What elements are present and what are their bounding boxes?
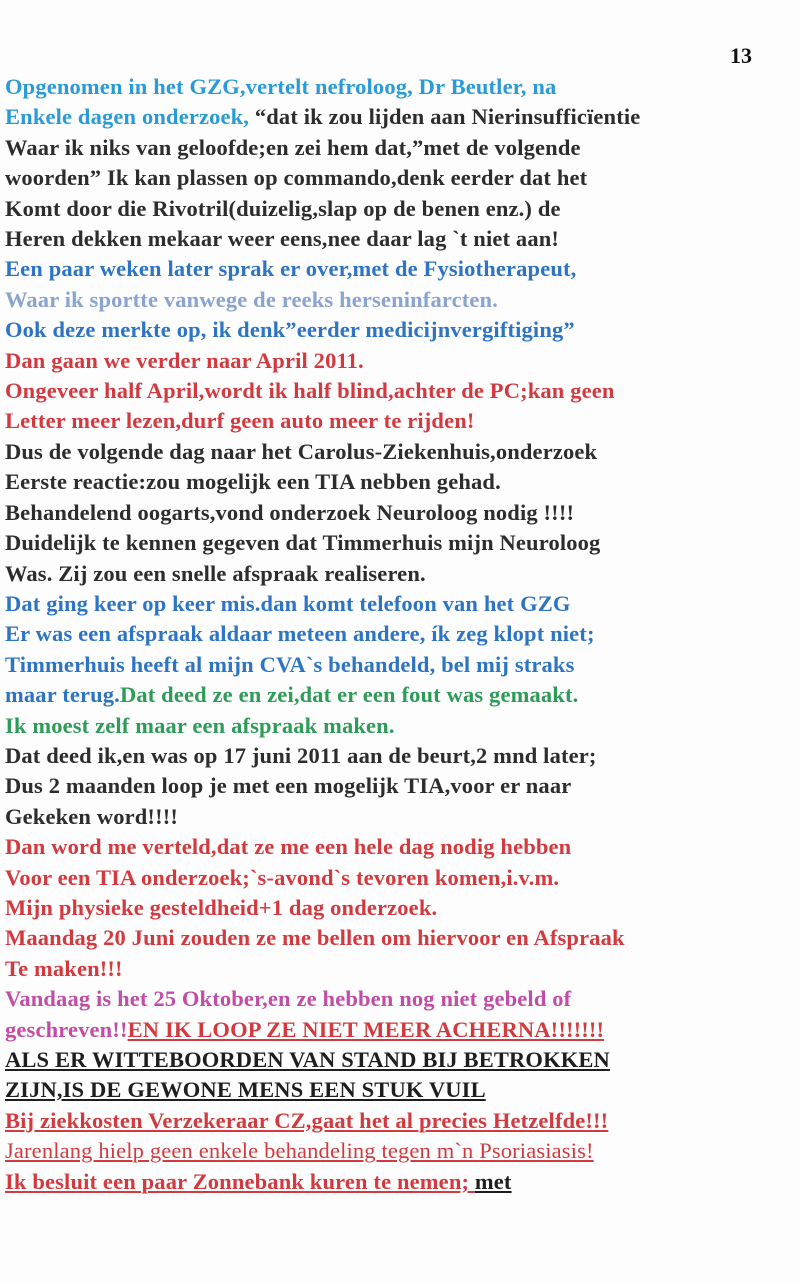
text-line: Waar ik niks van geloofde;en zei hem dat,”met de volgende (5, 134, 581, 160)
text-line: Mijn physieke gesteldheid+1 dag onderzoek. (5, 894, 438, 920)
text-line: Dat deed ik,en was op 17 juni 2011 aan de beurt,2 mnd later; (5, 742, 597, 768)
underlined-text-line: Bij ziekkosten Verzekeraar CZ,gaat het al precies Hetzelfde!!! (5, 1107, 609, 1133)
underlined-text-line: ALS ER WITTEBOORDEN VAN STAND BIJ BETROKKEN (5, 1047, 610, 1072)
text-line: Dan word me verteld,dat ze me een hele dag nodig hebben (5, 834, 572, 860)
text-segment: maar terug. (5, 682, 120, 708)
text-line: Letter meer lezen,durf geen auto meer te rijden! (5, 408, 475, 434)
text-segment: Enkele dagen onderzoek, (5, 104, 250, 130)
text-line: Voor een TIA onderzoek;`s-avond`s tevoren komen,i.v.m. (5, 864, 560, 890)
text-line: Een paar weken later sprak er over,met de Fysiotherapeut, (5, 256, 577, 282)
underlined-text-line: ZIJN,IS DE GEWONE MENS EEN STUK VUIL (5, 1077, 486, 1103)
text-line: Gekeken word!!!! (5, 803, 178, 829)
text-segment: “dat ik zou lijden aan Nierinsufficïentie (249, 104, 641, 130)
text-line: Dus de volgende dag naar het Carolus-Ziekenhuis,onderzoek (5, 438, 598, 464)
text-line: Maandag 20 Juni zouden ze me bellen om hiervoor en Afspraak (5, 925, 625, 951)
text-line: Heren dekken mekaar weer eens,nee daar lag `t niet aan! (5, 226, 560, 252)
underlined-text-segment: Ik besluit een paar Zonnebank kuren te nemen; (5, 1168, 475, 1194)
text-line: Dat ging keer op keer mis.dan komt telefoon van het GZG (5, 590, 571, 616)
text-line: Er was een afspraak aldaar meteen andere, ík zeg klopt niet; (5, 621, 595, 647)
text-line: Timmerhuis heeft al mijn CVA`s behandeld, bel mij straks (5, 651, 575, 677)
text-line: Ongeveer half April,wordt ik half blind,achter de PC;kan geen (5, 378, 615, 404)
text-line: Vandaag is het 25 Oktober,en ze hebben nog niet gebeld of (5, 986, 572, 1012)
text-line (5, 102, 795, 132)
underlined-text-segment: met (474, 1168, 512, 1194)
text-line: Behandelend oogarts,vond onderzoek Neuroloog nodig !!!! (5, 499, 575, 525)
underlined-text-line: Jarenlang hielp geen enkele behandeling tegen m`n Psoriasiasis! (5, 1138, 594, 1164)
text-line: Ik moest zelf maar een afspraak maken. (5, 712, 395, 738)
text-line (5, 1167, 795, 1197)
text-line: Te maken!!! (5, 955, 123, 981)
underlined-text-segment: EN IK LOOP ZE NIET MEER ACHERNA!!!!!!! (127, 1016, 605, 1042)
text-line: Eerste reactie:zou mogelijk een TIA nebben gehad. (5, 469, 501, 495)
text-line: Dan gaan we verder naar April 2011. (5, 347, 364, 373)
text-segment: geschreven!! (5, 1016, 128, 1042)
text-line (5, 680, 795, 710)
text-line: Duidelijk te kennen gegeven dat Timmerhuis mijn Neuroloog (5, 530, 601, 556)
handwritten-letter-body (5, 72, 795, 1197)
text-line: Komt door die Rivotril(duizelig,slap op de benen enz.) de (5, 195, 561, 221)
text-line: Was. Zij zou een snelle afspraak realiseren. (5, 560, 426, 586)
text-line: woorden” Ik kan plassen op commando,denk eerder dat het (5, 165, 588, 191)
text-line: Dus 2 maanden loop je met een mogelijk TIA,voor er naar (5, 773, 572, 799)
page-number: 13 (730, 43, 752, 68)
text-line: Opgenomen in het GZG,vertelt nefroloog, Dr Beutler, na (5, 74, 557, 99)
text-line (5, 1015, 795, 1045)
text-line: Ook deze merkte op, ik denk”eerder medicijnvergiftiging” (5, 317, 575, 343)
text-line: Waar ik sportte vanwege de reeks herseninfarcten. (5, 286, 498, 312)
text-segment: Dat deed ze en zei,dat er een fout was gemaakt. (119, 682, 579, 708)
